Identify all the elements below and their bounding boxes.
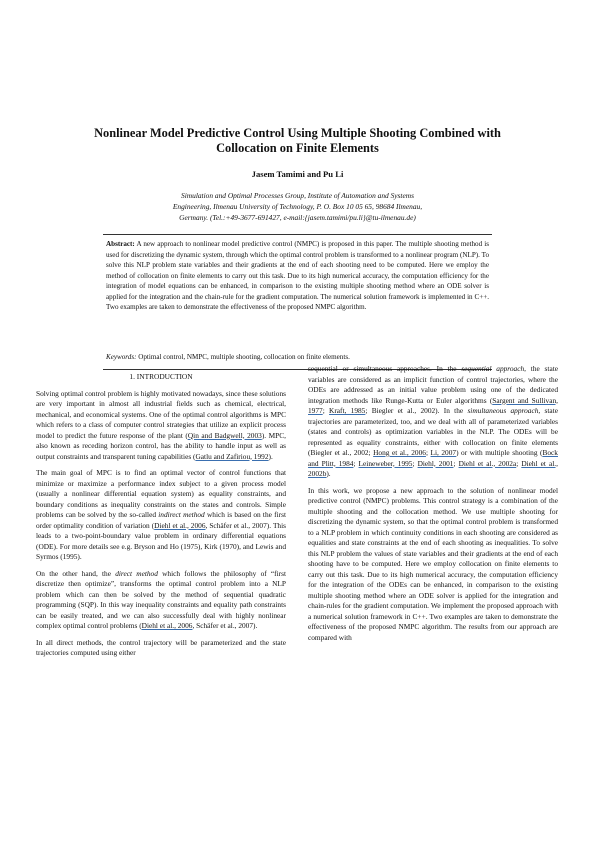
- citation-link[interactable]: Diehl et al., 2006: [154, 520, 206, 530]
- citation-link[interactable]: Li, 2007: [430, 448, 457, 457]
- text-run: , Schäfer et al., 2007). This leads to a two-point-boundary value problem in ordinary differential equations (ODE). For more details see e.g. Bryson and Ho (1975), Kirk (1970), and Lewis and Syrmos (1995).: [36, 520, 286, 561]
- citation-link[interactable]: Qin and Badgwell, 2003: [187, 430, 262, 440]
- text-run: ;: [412, 458, 418, 468]
- text-run: which follows the philosophy of “first discretize then optimize”, transforms the optimal control problem into a NLP problem which can then be solved by the method of sequential quadratic programming (SQP). In this way inequality constraints and equality path constraints can be easily treated, and we can also successfully deal with highly nonlinear complex optimal control problems (: [36, 568, 286, 630]
- author-names: Jasem Tamimi and Pu Li: [251, 169, 344, 179]
- text-run: ;: [425, 448, 431, 457]
- right-column: [308, 364, 558, 649]
- text-run: ;: [322, 406, 330, 415]
- abstract-box: [103, 234, 492, 370]
- text-run: , Schäfer et al., 2007).: [192, 621, 258, 630]
- text-run: Solving optimal control problem is highly motivated nowadays, since these solutions are very important in almost all industrial fields such as chemical, electrical, mechanical, and economical systems. One of the optimal control algorithms is MPC which refers to a class of computer control strategies that utilize an explicit process model to predict the future response of the plant (: [36, 388, 286, 440]
- affiliation-line-3: Germany. (Tel.:+49-3677-691427, e-mail:{jasem.tamimi/pu.li}@tu-ilmenau.de): [179, 213, 416, 222]
- text-run: The main goal of MPC is to find an optimal vector of control functions that minimize or maximize a performance index subject to a given process model (usually a nonlinear differential equation system) as equality constraints, and boundary conditions as inequality constraints on the states and controls. Simple problems can be solved by the so-called: [36, 468, 286, 519]
- affiliation: [90, 190, 505, 223]
- abstract-text: A new approach to nonlinear model predictive control (NMPC) is proposed in this paper. The multiple shooting method is used for discretizing the dynamic system, through which the optimal control problem is transformed to a nonlinear program (NLP). To solve this NLP problem state variables and their gradients at the end of each shooting need to be computed. Here we employ the method of collocation on finite elements to carry out this task. Due to its high numerical accuracy, the computation efficiency for the integration of model equations can be enhanced, in comparison to the existing multiple shooting method where an ODE solver is applied for the integration and the chain-rule for the gradient computation. The numerical solution framework is implemented in C++. Two examples are taken to demonstrate the effectiveness of the proposed NMPC algorithm.: [106, 240, 489, 311]
- intro-paragraph-3: [36, 569, 286, 632]
- text-run: On the other hand, the: [36, 568, 116, 578]
- citation-link[interactable]: Diehl et al., 2006: [141, 621, 193, 630]
- text-run: ). MPC, also known as receding horizon control, has the ability to handle input as well as output constraints and transparent tuning capabilities (: [36, 430, 286, 461]
- intro-paragraph-1: [36, 389, 286, 463]
- emphasis-text: simultaneous approach: [467, 406, 539, 415]
- emphasis-text: sequential approach: [461, 364, 525, 373]
- citation-link[interactable]: Diehl, 2001: [417, 458, 454, 468]
- text-run: ).: [326, 469, 331, 478]
- citation-link[interactable]: Sargent and Sullivan, 1977: [308, 395, 558, 415]
- affiliation-line-2: Engineering, Ilmenau University of Technology, P. O. Box 10 05 65, 98684 Ilmenau,: [172, 202, 423, 211]
- text-run: which is based on the first order optimality condition of variation (: [36, 510, 286, 530]
- citation-link[interactable]: Bock and Plitt, 1984: [308, 448, 558, 468]
- text-run: sequential or simultaneous approaches. In the: [308, 364, 462, 373]
- intro-paragraph-6: In this work, we propose a new approach to the solution of nonlinear model predictive control (NMPC) problems. This control strategy is a combination of the multiple shooting and the collocation method. We use multiple shooting for discretizing the dynamic system, so that the optimal control problem is transformed to a NLP problem in which continuity conditions in each shooting are considered as equalities and state constraints at the end of each shooting as inequalities. To solve this NLP problem the values of state variables and their gradients at the end of each shooting have to be computed. Here we employ collocation on finite elements to carry out this task. Due to its high numerical accuracy, the computation efficiency for the integration of the ODEs can be enhanced, in comparison to the existing multiple shooting method where an ODE solver is applied for the integration and chain-rules for the gradient computation. We implement the proposed approach with a numerical solution framework in C++. Two examples are taken to demonstrate the effectiveness of the proposed NMPC algorithm. The results from our approach are compared with: [308, 485, 558, 642]
- keywords-text: Optimal control, NMPC, multiple shooting, collocation on finite elements.: [136, 353, 350, 361]
- citation-link[interactable]: Hong et al., 2006: [373, 448, 426, 457]
- text-run: ;: [516, 458, 522, 468]
- citation-link[interactable]: Diehl et al., 2002a: [458, 458, 517, 468]
- keywords-label: Keywords:: [106, 353, 137, 361]
- section-heading-introduction: 1. INTRODUCTION: [129, 372, 193, 381]
- left-column: [36, 372, 286, 665]
- affiliation-line-1: Simulation and Optimal Processes Group, Institute of Automation and Systems: [181, 191, 414, 200]
- emphasis-text: direct method: [115, 568, 158, 578]
- text-run: ).: [268, 451, 273, 461]
- abstract-label: Abstract:: [106, 240, 135, 248]
- citation-link[interactable]: Leineweber, 1995: [358, 458, 413, 468]
- emphasis-text: indirect method: [158, 510, 205, 519]
- text-run: , state trajectories are parameterized, too, and we deal with all of parameterized variables (states and controls) as optimization variables in the NLP. The ODEs will be represented as equality constraints, either with collocation on finite elements (Biegler et al., 2002;: [308, 406, 558, 457]
- title-line-1: Nonlinear Model Predictive Control Using Multiple Shooting Combined with: [94, 126, 501, 140]
- text-run: ;: [453, 458, 459, 468]
- citation-link[interactable]: Gatlu and Zafiriou, 1992: [195, 451, 269, 461]
- paper-title: [40, 126, 555, 156]
- text-run: ) or with multiple shooting (: [456, 448, 543, 457]
- abstract-paragraph: [106, 239, 489, 313]
- title-line-2: Collocation on Finite Elements: [216, 141, 379, 155]
- intro-paragraph-2: [36, 468, 286, 563]
- citation-link[interactable]: Diehl et al., 2002b: [308, 458, 558, 478]
- intro-paragraph-5: [308, 364, 558, 480]
- citation-link[interactable]: Kraft, 1985: [329, 406, 366, 415]
- text-run: ;: [353, 458, 359, 468]
- text-run: , the state variables are considered as an implicit function of control trajectories, where the ODEs are addressed as an initial value problem using one of the dedicated integration methods like Runge-Kutta or Euler algorithms (: [308, 364, 559, 405]
- keywords: [106, 353, 489, 361]
- intro-paragraph-4: In all direct methods, the control trajectory will be parameterized and the state trajectories computed using either: [36, 637, 286, 657]
- text-run: ; Biegler et al., 2002). In the: [365, 406, 468, 415]
